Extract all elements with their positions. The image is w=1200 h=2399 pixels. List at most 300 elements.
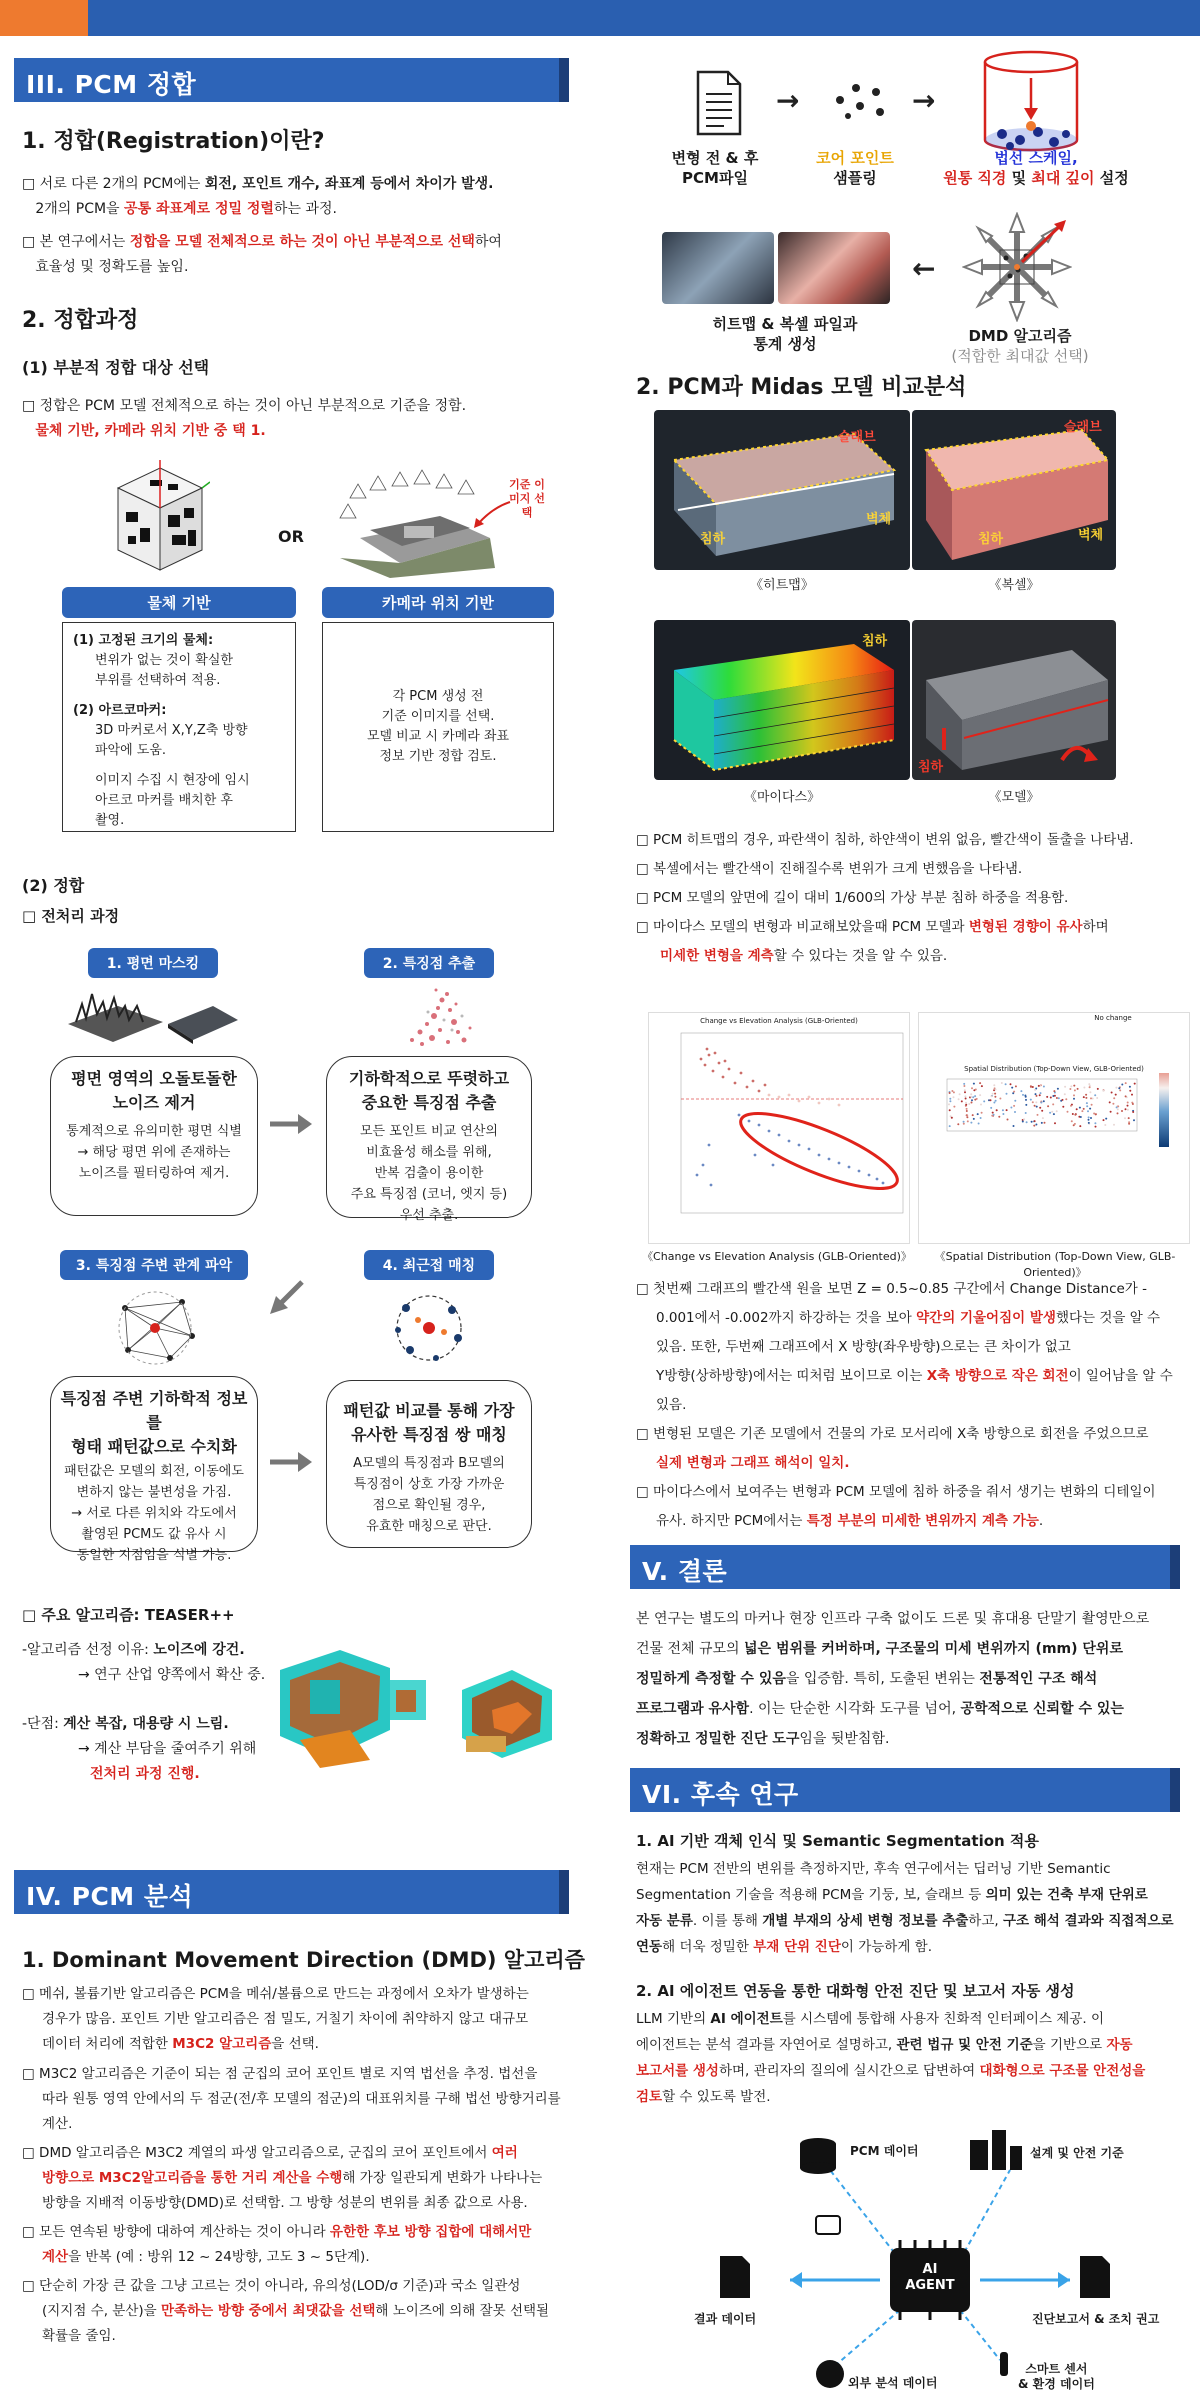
spatial-point [977,1113,979,1115]
flow-voxel-thumb [778,232,890,304]
spatial-point [963,1123,965,1125]
feature-extraction-image [392,980,492,1052]
selection-paragraph: □ 정합은 PCM 모델 전체적으로 하는 것이 아닌 부분적으로 기준을 정함. 물체 기반, 카메라 위치 기반 중 택 1. [22,398,467,439]
spatial-point [1092,1098,1094,1100]
arrow-right-1 [270,1112,312,1140]
model-sink-label: 침하 [918,760,944,775]
spatial-point [1015,1085,1017,1087]
spatial-point [1025,1104,1027,1106]
top-banner-accent [0,0,88,36]
spatial-point [1105,1118,1107,1120]
spatial-point [1035,1101,1037,1103]
chart-caption-2: 《Spatial Distribution (Top-Down View, GLB-Oriented)》 [934,1250,1176,1279]
spatial-point [1006,1109,1008,1111]
spatial-point [1057,1088,1059,1090]
conclusion-paragraph: 본 연구는 별도의 마커나 현장 인프라 구축 없이도 드론 및 휴대용 단말기 촬영만으로 건물 전체 규모의 넓은 범위를 커버하며, 구조물의 미세 변위까지 (mm) 단위로 정밀하게 측정할 수 있음을 입증함. 특히, 도출된 변위는 전통적인 구조 해석 프로그램과 유사함. 이는 단순한 시각화 도구를 넘어, 공학적으로 신뢰할 수 있는 정확하고 정밀한 진단 도구임을 뒷받침함. [636,1611,1150,1747]
spatial-point [999,1098,1001,1100]
spatial-point [1051,1111,1053,1113]
spatial-point [1064,1086,1066,1088]
spatial-point [1054,1095,1056,1097]
change-elevation-chart-title: Change vs Elevation Analysis (GLB-Oriented) [700,1017,858,1025]
future-heading-2: 2. AI 에이전트 연동을 통한 대화형 안전 진단 및 보고서 자동 생성 [636,1982,1075,2000]
spatial-point [1065,1098,1067,1100]
dmd-paragraph-4: □ 모든 연속된 방향에 대하여 계산하는 것이 아니라 유한한 후보 방향 집합에 대해서만 계산을 반복 (예 : 방위 12 ~ 24방향, 고도 3 ~ 5단계). [22,2224,532,2265]
spatial-point [1030,1099,1032,1101]
spatial-point [1006,1093,1008,1095]
spatial-point [1074,1123,1076,1125]
spatial-point [1030,1085,1032,1087]
spatial-point [981,1112,983,1114]
spatial-point [1041,1110,1043,1112]
spatial-point [1073,1085,1075,1087]
spatial-point [1052,1103,1054,1105]
spatial-point [1025,1096,1027,1098]
algorithm-heading: □ 주요 알고리즘: TEASER++ [22,1606,235,1624]
spatial-point [993,1102,995,1104]
object-based-box: (1) 고정된 크기의 물체: 변위가 없는 것이 확실한 부위를 선택하여 적용. (2) 아르코마커: 3D 마커로서 X,Y,Z축 방향 파악에 도움. 이미지 수집 시 현장에 임시 아르코 마커를 배치한 후 촬영. [62,622,296,832]
step-4-label: 4. 최근접 매칭 [364,1250,494,1280]
spatial-point [1040,1092,1042,1094]
change-elevation-chart [648,1012,910,1244]
step-3-label: 3. 특징점 주변 관계 파악 [60,1250,248,1280]
comparison-bullets: □ PCM 히트맵의 경우, 파란색이 침하, 하얀색이 변위 없음, 빨간색이 돌출을 나타냄. □ 복셀에서는 빨간색이 진해질수록 변위가 크게 변했음을 나타냄. □ PCM 모델의 앞면에 길이 대비 1/600의 가상 부분 침하 하중을 적용함. □ 마이다스 모델의 변형과 비교해보았을때 PCM 모델과 변형된 경향이 유사하며 미세한 변형을 계측할 수 있다는 것을 알 수 있음. [636,832,1134,964]
spatial-point [1001,1082,1003,1084]
spatial-point [1032,1101,1034,1103]
spatial-point [996,1109,998,1111]
spatial-point [953,1106,955,1108]
spatial-point [1097,1088,1099,1090]
spatial-point [1033,1125,1035,1127]
spatial-point [1116,1106,1118,1108]
spatial-point [1002,1113,1004,1115]
section-4-title: IV. PCM 분석 [14,1870,559,1914]
plane-masking-image [68,984,238,1044]
spatial-point [980,1104,982,1106]
aruco-marker-image [110,460,210,578]
spatial-point [948,1103,950,1105]
spatial-point [978,1123,980,1125]
spatial-point [963,1085,965,1087]
registration-paragraph-1: □ 서로 다른 2개의 PCM에는 회전, 포인트 개수, 좌표계 등에서 차이가 발생. 2개의 PCM을 공통 좌표계로 정밀 정렬하는 과정. [22,176,494,217]
spatial-point [1088,1119,1090,1121]
spatial-point [1032,1086,1034,1088]
spatial-point [1010,1083,1012,1085]
spatial-point [1070,1105,1072,1107]
spatial-point [1125,1082,1127,1084]
spatial-point [1125,1108,1127,1110]
spatial-point [966,1110,968,1112]
spatial-point [966,1116,968,1118]
spatial-point [965,1104,967,1106]
midas-sink-label: 침하 [862,634,888,649]
selection-heading: (1) 부분적 정합 대상 선택 [22,358,210,377]
spatial-point [949,1109,951,1111]
spatial-point [963,1121,965,1123]
teaser-result-image-2 [452,1650,560,1762]
camera-based-title: 카메라 위치 기반 [322,587,554,618]
spatial-point [1020,1090,1022,1092]
teaser-result-image-1 [270,1640,440,1768]
spatial-point [949,1092,951,1094]
spatial-point [1085,1097,1087,1099]
spatial-point [992,1112,994,1114]
ai-agent-node: AI AGENT [905,2262,955,2293]
spatial-point [1083,1108,1085,1110]
spatial-point [971,1099,973,1101]
spatial-point [1062,1099,1064,1101]
spatial-point [1038,1085,1040,1087]
spatial-point [964,1095,966,1097]
spatial-point [1129,1086,1131,1088]
spatial-point [983,1100,985,1102]
spatial-point [970,1122,972,1124]
spatial-point [1109,1101,1111,1103]
spatial-point [1074,1089,1076,1091]
flow-arrow-2: → [912,84,936,117]
spatial-point [1124,1117,1126,1119]
spatial-point [951,1090,953,1092]
spatial-point [1070,1085,1072,1087]
flow-arrow-3: ← [912,252,936,285]
process-heading: 2. 정합과정 [22,308,139,333]
spatial-distribution-chart [918,1012,1190,1244]
spatial-point [1086,1105,1088,1107]
spatial-point [995,1100,997,1102]
spatial-point [972,1096,974,1098]
camera-based-box: 각 PCM 생성 전 기준 이미지를 선택. 모델 비교 시 카메라 좌표 정보 기반 정합 검토. [322,622,554,832]
relation-box: 특징점 주변 기하학적 정보를 형태 패턴값으로 수치화 패턴값은 모델의 회전, 이동에도 변하지 않는 불변성을 가짐. → 서로 다른 위치와 각도에서 촬영된 PCM도 값 유사 시 동일한 지점임을 식별 가능. [50,1376,258,1552]
spatial-point [1039,1107,1041,1109]
spatial-point [974,1095,976,1097]
spatial-point [1132,1111,1134,1113]
spatial-point [994,1093,996,1095]
spatial-point [1086,1102,1088,1104]
standard-node: 설계 및 안전 기준 [1030,2146,1124,2160]
spatial-point [949,1125,951,1127]
spatial-point [1111,1092,1113,1094]
dmd-paragraph-1: □ 메쉬, 볼륨기반 알고리즘은 PCM을 메쉬/볼륨으로 만드는 과정에서 오차가 발생하는 경우가 많음. 포인트 기반 알고리즘은 점 밀도, 거칠기 차이에 취약하지 않고 대규모 데이터 처리에 적합한 M3C2 알고리즘을 선택. [22,1986,529,2052]
spatial-point [964,1089,966,1091]
flow-heatmap-thumb [662,232,774,304]
spatial-point [1073,1098,1075,1100]
spatial-point [994,1096,996,1098]
spatial-point [1091,1104,1093,1106]
spatial-point [1095,1126,1097,1128]
spatial-point [981,1085,983,1087]
spatial-point [1121,1084,1123,1086]
spatial-point [993,1084,995,1086]
flow-step-1: 변형 전 & 후 PCM파일 [671,149,759,187]
spatial-point [1121,1110,1123,1112]
dmd-directions-icon [962,212,1072,322]
spatial-point [1088,1122,1090,1124]
dmd-paragraph-5: □ 단순히 가장 큰 값을 그냥 고르는 것이 아니라, 유의성(LOD/σ 기준)과 국소 일관성 (지지점 수, 분산)을 만족하는 방향 중에서 최댓값을 선택해 노이즈에 의해 잘못 선택될 확률을 줄임. [22,2278,550,2344]
spatial-point [1131,1094,1133,1096]
spatial-point [949,1100,951,1102]
spatial-point [1025,1112,1027,1114]
spatial-point [1014,1111,1016,1113]
spatial-point [1089,1086,1091,1088]
registration-paragraph-2: □ 본 연구에서는 정합을 모델 전체적으로 하는 것이 아닌 부분적으로 선택하여 효율성 및 정확도를 높임. [22,234,502,275]
spatial-point [1047,1105,1049,1107]
spatial-point [1118,1087,1120,1089]
spatial-point [973,1118,975,1120]
spatial-point [1073,1094,1075,1096]
spatial-point [1079,1125,1081,1127]
algorithm-reason: -알고리즘 선정 이유: 노이즈에 강건. → 연구 산업 양쪽에서 확산 중. [22,1642,266,1683]
spatial-point [1117,1108,1119,1110]
spatial-point [1064,1093,1066,1095]
spatial-point [975,1089,977,1091]
spatial-point [1039,1094,1041,1096]
spatial-point [1044,1122,1046,1124]
spatial-point [972,1114,974,1116]
spatial-point [965,1102,967,1104]
spatial-point [1089,1091,1091,1093]
spatial-point [1049,1112,1051,1114]
spatial-point [1128,1121,1130,1123]
spatial-point [1046,1096,1048,1098]
spatial-point [965,1098,967,1100]
spatial-point [1041,1122,1043,1124]
spatial-point [1104,1124,1106,1126]
spatial-point [1025,1099,1027,1101]
algorithm-drawback: -단점: 계산 복잡, 대용량 시 느림. → 계산 부담을 줄여주기 위해 전처리 과정 진행. [22,1716,257,1782]
flow-step-3: 법선 스케일, 원통 직경 및 최대 깊이 설정 [943,149,1129,187]
reference-arrow-icon [472,500,512,530]
spatial-point [1036,1106,1038,1108]
spatial-point [953,1096,955,1098]
section-5-title: V. 결론 [630,1545,1170,1589]
spatial-point [1042,1117,1044,1119]
spatial-point [1031,1121,1033,1123]
spatial-point [1074,1114,1076,1116]
change-elevation-plot [649,1025,911,1241]
spatial-point [1043,1086,1045,1088]
or-label: OR [278,527,304,546]
spatial-point [1125,1095,1127,1097]
spatial-point [1133,1119,1135,1121]
spatial-point [1023,1118,1025,1120]
spatial-point [1079,1107,1081,1109]
spatial-point [1056,1097,1058,1099]
spatial-point [1113,1097,1115,1099]
dmd-heading: 1. Dominant Movement Direction (DMD) 알고리즘 [22,1948,585,1972]
voxel-slab-label: 슬래브 [1064,420,1102,435]
spatial-point [1103,1119,1105,1121]
heatmap-caption: 《히트맵》 [750,578,814,593]
spatial-point [1081,1110,1083,1112]
spatial-point [971,1087,973,1089]
voxel-caption: 《복셀》 [988,578,1040,593]
comparison-heading: 2. PCM과 Midas 모델 비교분석 [636,375,967,400]
spatial-point [1034,1120,1036,1122]
spatial-point [1089,1108,1091,1110]
spatial-point [1117,1112,1119,1114]
dmd-paragraph-3: □ DMD 알고리즘은 M3C2 계열의 파생 알고리즘으로, 군집의 코어 포인트에서 여러 방향으로 M3C2알고리즘을 통한 거리 계산을 수행해 가장 일관되게 변화가 나타나는 방향을 지배적 이동방향(DMD)로 선택함. 그 방향 성분의 변위를 최종 값으로 사용. [22,2145,543,2211]
pcm-data-node: PCM 데이터 [850,2144,919,2158]
dmd-paragraph-2: □ M3C2 알고리즘은 기준이 되는 점 군집의 코어 포인트 별로 지역 법선을 추정. 법선을 따라 원통 영역 안에서의 두 점군(전/후 모델의 점군)의 대표위치를 구해 법선 방향거리를 계산. [22,2066,561,2132]
spatial-point [1102,1090,1104,1092]
spatial-point [966,1108,968,1110]
spatial-point [991,1095,993,1097]
flow-step-5: DMD 알고리즘 (적합한 최대값 선택) [951,327,1089,365]
spatial-point [1127,1102,1129,1104]
spatial-point [1096,1097,1098,1099]
spatial-point [1022,1121,1024,1123]
spatial-point [970,1093,972,1095]
spatial-point [1026,1121,1028,1123]
spatial-point [1128,1117,1130,1119]
spatial-point [1132,1103,1134,1105]
model-caption: 《모델》 [988,790,1040,805]
spatial-point [1071,1120,1073,1122]
spatial-point [1037,1114,1039,1116]
neighbor-graph-image [110,1288,200,1366]
spatial-point [1007,1119,1009,1121]
spatial-point [1062,1106,1064,1108]
spatial-point [1094,1122,1096,1124]
spatial-point [1115,1087,1117,1089]
spatial-point [1134,1083,1136,1085]
spatial-distribution-chart-title: Spatial Distribution (Top-Down View, GLB-Oriented) [964,1065,1144,1073]
spatial-point [1010,1107,1012,1109]
spatial-point [1088,1083,1090,1085]
sensor-node: 스마트 센서 & 환경 데이터 [1018,2362,1095,2391]
core-point-icon [832,78,888,122]
spatial-point [1069,1088,1071,1090]
spatial-point [949,1098,951,1100]
step-1-label: 1. 평면 마스킹 [88,948,218,978]
spatial-point [976,1098,978,1100]
flow-arrow-1: → [776,84,800,117]
spatial-point [963,1083,965,1085]
spatial-point [1035,1093,1037,1095]
spatial-point [1076,1108,1078,1110]
spatial-point [953,1091,955,1093]
object-based-title: 물체 기반 [62,587,296,618]
arrow-down-left [268,1278,308,1322]
spatial-point [1085,1094,1087,1096]
future-paragraph-1: 현재는 PCM 전반의 변위를 측정하지만, 후속 연구에서는 딥러닝 기반 Semantic Segmentation 기술을 적용해 PCM을 기둥, 보, 슬래브 등 의미 있는 건축 부재 단위로 자동 분류. 이를 통해 개별 부재의 상세 변형 정보를 추출하고, 구조 해석 결과와 직접적으로 연동해 더욱 정밀한 부재 단위 진단이 가능하게 함. [636,1861,1174,1955]
spatial-point [990,1099,992,1101]
plane-masking-box: 평면 영역의 오돌토돌한 노이즈 제거 통계적으로 유의미한 평면 식별 → 해당 평면 위에 존재하는 노이즈를 필터링하여 제거. [50,1056,258,1216]
spatial-point [1090,1117,1092,1119]
spatial-point [1094,1094,1096,1096]
external-data-node: 외부 분석 데이터 [848,2376,938,2390]
heatmap-wall-label: 벽체 [866,512,892,527]
spatial-point [1053,1090,1055,1092]
spatial-point [951,1117,953,1119]
registration-heading: 1. 정합(Registration)이란? [22,129,325,154]
spatial-point [1087,1110,1089,1112]
reference-image-label: 기준 이미지 선택 [509,478,545,519]
spatial-point [1034,1105,1036,1107]
future-paragraph-2: LLM 기반의 AI 에이전트를 시스템에 통합해 사용자 친화적 인터페이스 제공. 이 에이전트는 분석 결과를 자연어로 설명하고, 관련 법규 및 안전 기준을 기반으로 자동 보고서를 생성하며, 관리자의 질의에 실시간으로 답변하여 대화형으로 구조물 안전성을 검토할 수 있도록 발전. [636,2011,1146,2105]
feature-extraction-box: 기하학적으로 뚜렷하고 중요한 특징점 추출 모든 포인트 비교 연산의 비효율성 해소를 위해, 반복 검출이 용이한 주요 특징점 (코너, 엣지 등) 우선 추출. [326,1056,532,1218]
heatmap-sink-label: 침하 [700,532,726,547]
spatial-point [1080,1116,1082,1118]
spatial-point [1043,1100,1045,1102]
spatial-point [1072,1113,1074,1115]
spatial-point [980,1117,982,1119]
heatmap-slab-label: 슬래브 [838,430,876,445]
spatial-point [1083,1096,1085,1098]
spatial-point [1112,1103,1114,1105]
spatial-point [1013,1125,1015,1127]
voxel-sink-label: 침하 [978,532,1004,547]
spatial-point [1110,1111,1112,1113]
spatial-point [1053,1113,1055,1115]
spatial-point [992,1093,994,1095]
matching-box: 패턴값 비교를 통해 가장 유사한 특징점 쌍 매칭 A모델의 특징점과 B모델의 특징점이 상호 가장 가까운 점으로 확인될 경우, 유효한 매칭으로 판단. [326,1380,532,1548]
spatial-point [971,1102,973,1104]
spatial-point [1022,1094,1024,1096]
spatial-point [967,1120,969,1122]
matching-heading: (2) 정합 [22,876,85,895]
graph-analysis-1: □ 첫번째 그래프의 빨간색 원을 보면 Z = 0.5~0.85 구간에서 Change Distance가 - 0.001에서 -0.002까지 하강하는 것을 보아 약간의 기울어짐이 발생했다는 것을 알 수 있음. 또한, 두번째 그래프에서 X 방향(좌우방향)으로는 큰 차이가 없고 Y방향(상하방향)에서는 띠처럼 보이므로 이는 X축 방향으로 작은 회전이 일어남을 알 수 있음. [636,1281,1173,1413]
flow-step-4: 히트맵 & 복셀 파일과 통계 생성 [712,315,858,353]
flow-step-2: 코어 포인트 샘플링 [816,149,894,187]
spatial-point [968,1103,970,1105]
spatial-point [993,1114,995,1116]
graph-analysis-2: □ 변형된 모델은 기존 모델에서 건물의 가로 모서리에 X축 방향으로 회전을 주었으므로 실제 변형과 그래프 해석이 일치. [636,1426,1149,1471]
spatial-point [961,1100,963,1102]
spatial-point [1005,1083,1007,1085]
spatial-point [1013,1105,1015,1107]
spatial-point [998,1116,1000,1118]
cylinder-icon [976,48,1086,160]
spatial-point [1119,1089,1121,1091]
midas-caption: 《마이다스》 [743,790,821,805]
spatial-point [1088,1116,1090,1118]
spatial-point [1077,1088,1079,1090]
spatial-point [995,1089,997,1091]
nearest-matching-image [386,1290,472,1366]
spatial-point [1056,1110,1058,1112]
spatial-point [966,1114,968,1116]
spatial-point [958,1098,960,1100]
spatial-point [1083,1087,1085,1089]
spatial-point [990,1107,992,1109]
spatial-point [979,1082,981,1084]
spatial-point [1035,1124,1037,1126]
spatial-point [1090,1097,1092,1099]
spatial-point [959,1093,961,1095]
spatial-point [1054,1122,1056,1124]
report-node: 진단보고서 & 조치 권고 [1032,2312,1160,2326]
spatial-point [1127,1109,1129,1111]
spatial-point [957,1123,959,1125]
step-2-label: 2. 특징점 추출 [364,948,494,978]
spatial-point [1095,1113,1097,1115]
pcm-file-icon [694,70,744,136]
spatial-distribution-plot [919,1073,1191,1243]
spatial-point [1002,1109,1004,1111]
spatial-point [1011,1087,1013,1089]
spatial-point [1127,1105,1129,1107]
spatial-point [973,1083,975,1085]
spatial-point [1129,1090,1131,1092]
future-heading-1: 1. AI 기반 객체 인식 및 Semantic Segmentation 적용 [636,1832,1039,1850]
chart-caption-1: 《Change vs Elevation Analysis (GLB-Oriented)》 [642,1250,912,1263]
spatial-point [1050,1097,1052,1099]
top-banner [0,0,1200,36]
spatial-point [970,1096,972,1098]
spatial-point [979,1094,981,1096]
spatial-point [1067,1111,1069,1113]
spatial-point [1013,1091,1015,1093]
